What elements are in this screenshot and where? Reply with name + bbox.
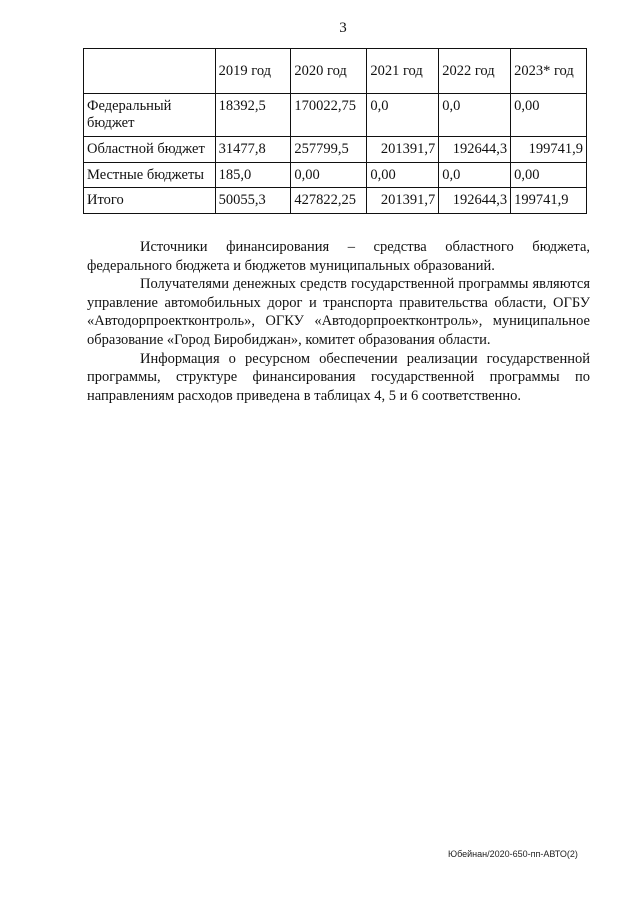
page-number: 3 [339,20,347,36]
table-cell: 0,00 [291,162,367,188]
table-cell: 170022,75 [291,94,367,137]
header-cell-2022: 2022 год [439,49,511,94]
table-cell: 0,0 [367,94,439,137]
table-cell: 31477,8 [215,137,291,163]
table-cell: 18392,5 [215,94,291,137]
table-cell: 185,0 [215,162,291,188]
paragraph-funding-sources: Источники финансирования – средства областного бюджета, федерального бюджета и бюджетов муниципальных образований. [87,239,590,274]
header-cell-empty [84,49,216,94]
table-cell: 0,00 [511,94,587,137]
table-cell: 257799,5 [291,137,367,163]
budget-table [83,48,587,214]
table-cell: 50055,3 [215,188,291,214]
table-cell: 0,00 [367,162,439,188]
table-cell: 0,00 [511,162,587,188]
header-cell-2020: 2020 год [291,49,367,94]
paragraph-resource-info: Информация о ресурсном обеспечении реализации государственной программы, структуре финансирования государственной программы по направлениям расходов приведена в таблицах 4, 5 и 6 соответственно. [87,350,590,404]
row-label: Местные бюджеты [84,162,216,188]
row-label: Федеральный бюджет [84,94,216,137]
table-row [84,94,587,137]
header-cell-2021: 2021 год [367,49,439,94]
row-label: Областной бюджет [84,137,216,163]
document-code: Юбейнан/2020-650-пп-АВТО(2) [448,849,578,859]
paragraph-recipients: Получателями денежных средств государственной программы являются управление автомобильных дорог и транспорта правительства области, ОГБУ «Автодорпроектконтроль», ОГКУ «Автодорпроектконтроль», муниципальное образование «Город Биробиджан», комитет образования области. [87,276,590,348]
table-row [84,162,587,188]
table-cell: 192644,3 [439,137,511,163]
header-cell-2019: 2019 год [215,49,291,94]
table-cell: 427822,25 [291,188,367,214]
table-cell: 199741,9 [511,188,587,214]
table-cell: 0,0 [439,94,511,137]
table-cell: 201391,7 [367,188,439,214]
header-cell-2023: 2023* год [511,49,587,94]
row-label: Итого [84,188,216,214]
table-row [84,137,587,163]
table-row [84,188,587,214]
table-header-row [84,49,587,94]
body-text [87,238,590,405]
table-cell: 0,0 [439,162,511,188]
table-cell: 201391,7 [367,137,439,163]
table-cell: 192644,3 [439,188,511,214]
table-cell: 199741,9 [511,137,587,163]
